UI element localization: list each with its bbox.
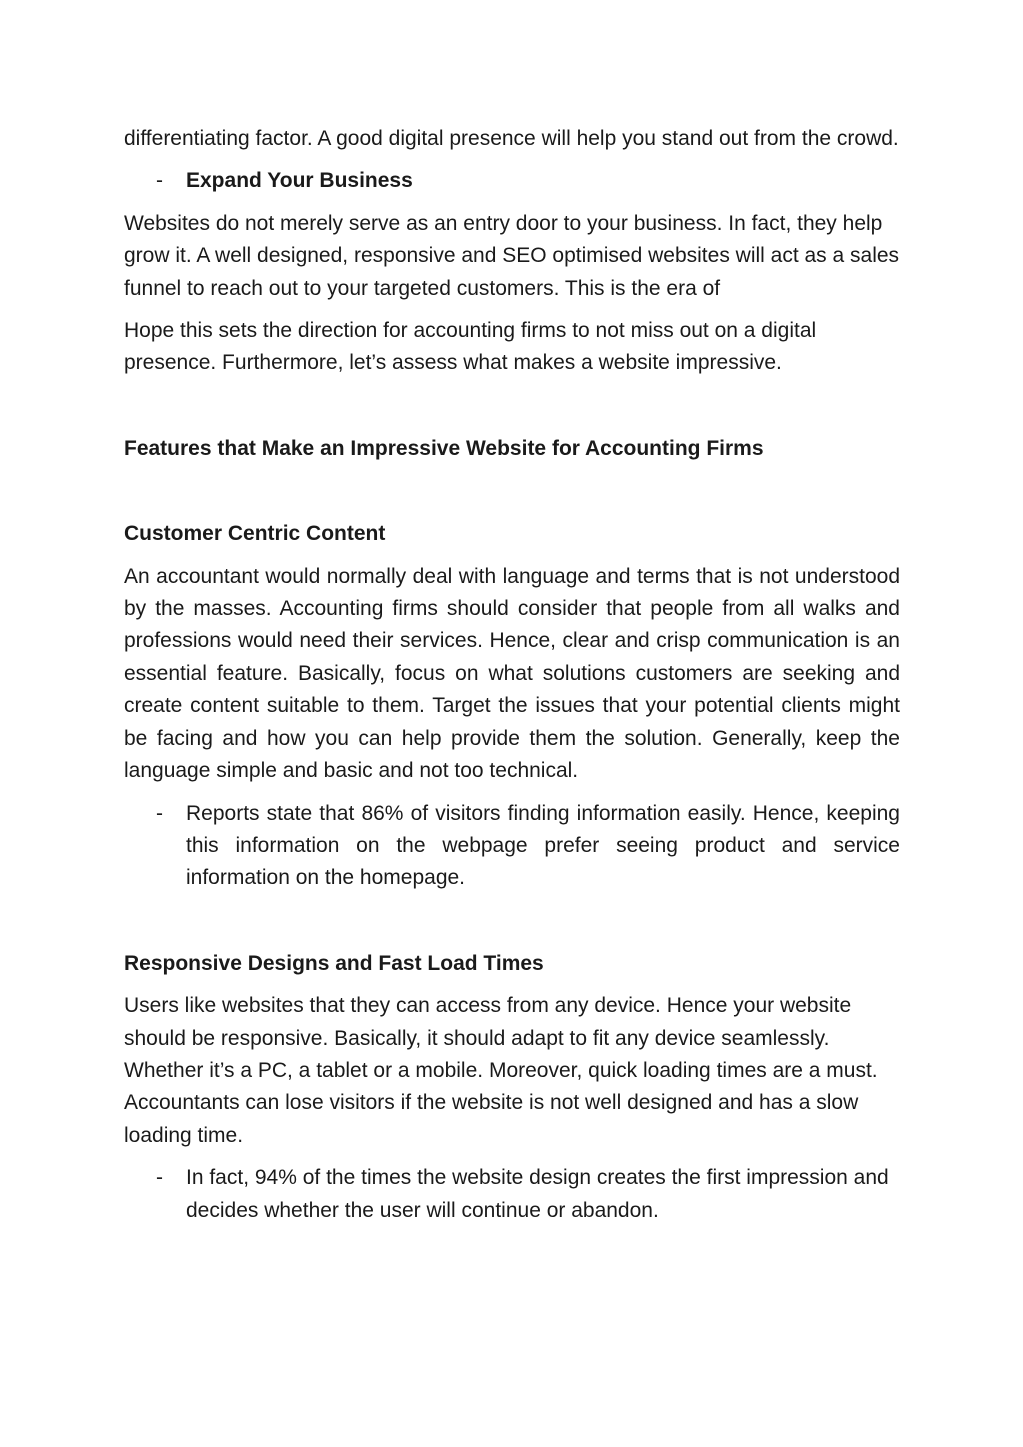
intro-continuation: differentiating factor. A good digital presence will help you stand out from the crowd.	[124, 127, 899, 150]
customer-centric-paragraph: An accountant would normally deal with language and terms that is not understood by the masses. Accounting firms should consider that people from all walks and professions would need their services. Hence, clear and crisp communication is an essential feature. Basically, focus on what solutions customers are seeking and create content suitable to them. Target the issues that your potential clients might be facing and how you can help provide them the solution. Generally, keep the language simple and basic and not too technical.	[124, 564, 900, 783]
responsive-bullet	[124, 1162, 900, 1227]
closing-paragraph: Hope this sets the direction for accounting firms to not miss out on a digital presence. Furthermore, let’s assess what makes a website impressive.	[124, 319, 817, 375]
bullet-dash: -	[156, 1166, 163, 1190]
responsive-paragraph: Users like websites that they can access from any device. Hence your website should be responsive. Basically, it should adapt to fit any device seamlessly. Whether it’s a PC, a tablet or a mobile. Moreover, quick loading times are a must. Accountants can lose visitors if the website is not well designed and has a slow loading time.	[124, 994, 878, 1147]
customer-centric-heading: Customer Centric Content	[124, 522, 386, 546]
customer-centric-bullet	[124, 798, 900, 895]
expand-heading: Expand Your Business	[186, 169, 413, 193]
features-heading: Features that Make an Impressive Website for Accounting Firms	[124, 436, 764, 460]
responsive-bullet-text: In fact, 94% of the times the website design creates the first impression and decides whether the user will continue or abandon.	[186, 1166, 889, 1222]
customer-centric-bullet-text: Reports state that 86% of visitors finding information easily. Hence, keeping this information on the webpage prefer seeing product and service information on the homepage.	[186, 801, 900, 890]
expand-bullet	[124, 165, 900, 197]
expand-paragraph: Websites do not merely serve as an entry door to your business. In fact, they help grow it. A well designed, responsive and SEO optimised websites will act as a sales funnel to reach out to your targeted customers. This is the era of	[124, 211, 900, 300]
document-page	[124, 123, 900, 1227]
bullet-dash: -	[156, 801, 163, 825]
bullet-dash: -	[156, 169, 163, 193]
responsive-heading: Responsive Designs and Fast Load Times	[124, 951, 544, 975]
